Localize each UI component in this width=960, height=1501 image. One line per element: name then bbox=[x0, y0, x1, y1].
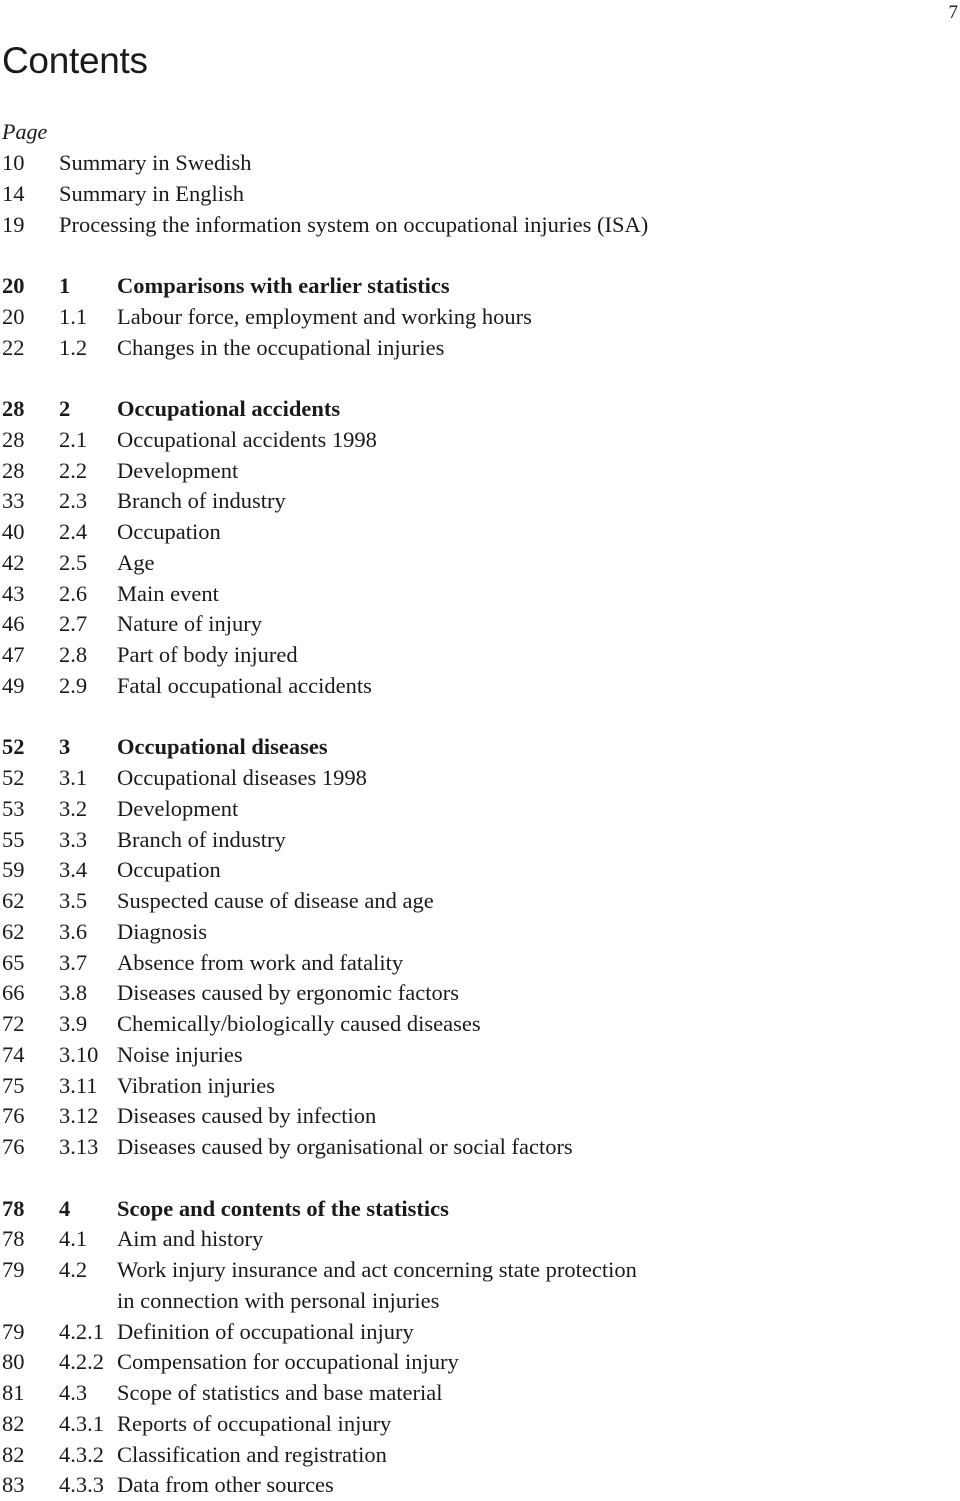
toc-entry-label: Occupational accidents bbox=[117, 396, 341, 421]
toc-page-number: 66 bbox=[2, 980, 25, 1006]
toc-section-number: 1 bbox=[59, 273, 71, 298]
toc-page-number: 78 bbox=[2, 1226, 25, 1252]
toc-page-number: 42 bbox=[2, 549, 25, 575]
toc-section-number: 4.1 bbox=[59, 1226, 88, 1252]
toc-entry-label: Vibration injuries bbox=[117, 1072, 275, 1098]
toc-entry-label: Aim and history bbox=[117, 1226, 264, 1252]
toc-page-number: 28 bbox=[2, 457, 25, 483]
toc-page-number: 47 bbox=[2, 642, 25, 667]
toc-entry-label: in connection with personal injuries bbox=[117, 1287, 440, 1313]
table-of-contents bbox=[0, 148, 958, 1501]
toc-entry-label: Development bbox=[117, 795, 239, 821]
toc-entry[interactable] bbox=[0, 517, 958, 548]
toc-entry[interactable] bbox=[0, 1132, 958, 1163]
toc-entry[interactable] bbox=[0, 456, 958, 487]
toc-page-number: 80 bbox=[2, 1349, 25, 1375]
toc-page-number: 59 bbox=[2, 857, 25, 883]
toc-page-number: 28 bbox=[2, 426, 25, 452]
toc-section-number: 2.3 bbox=[59, 488, 88, 514]
toc-entry-label: Chemically/biologically caused diseases bbox=[117, 1011, 481, 1036]
toc-entry-label: Work injury insurance and act concerning state protection bbox=[117, 1257, 637, 1282]
toc-entry-label: Fatal occupational accidents bbox=[117, 672, 372, 698]
toc-entry-label: Absence from work and fatality bbox=[117, 949, 404, 975]
toc-chapter-entry[interactable] bbox=[0, 394, 958, 425]
toc-entry-label: Scope of statistics and base material bbox=[117, 1380, 443, 1405]
toc-page-number: 28 bbox=[2, 396, 25, 421]
toc-entry[interactable] bbox=[0, 1409, 958, 1440]
toc-entry[interactable] bbox=[0, 640, 958, 671]
toc-page-number: 81 bbox=[2, 1380, 25, 1405]
toc-entry-continuation[interactable] bbox=[0, 1286, 958, 1317]
toc-entry-label: Branch of industry bbox=[117, 826, 286, 852]
page-column-heading: Page bbox=[2, 119, 48, 144]
toc-entry-label: Nature of injury bbox=[117, 611, 262, 637]
toc-page-number: 62 bbox=[2, 918, 25, 944]
toc-section-number: 3.13 bbox=[59, 1134, 99, 1159]
toc-section-number: 3.3 bbox=[59, 826, 88, 852]
toc-page-number: 10 bbox=[2, 150, 25, 175]
toc-page-number: 82 bbox=[2, 1441, 25, 1467]
toc-section-number: 3.9 bbox=[59, 1011, 88, 1036]
toc-section-number: 3 bbox=[59, 734, 71, 760]
toc-section-number: 3.10 bbox=[59, 1041, 99, 1067]
toc-section-number: 2.6 bbox=[59, 580, 88, 606]
toc-entry-label: Main event bbox=[117, 580, 219, 606]
toc-entry-label: Reports of occupational injury bbox=[117, 1410, 392, 1436]
toc-entry[interactable] bbox=[0, 1255, 958, 1286]
toc-page-number: 79 bbox=[2, 1257, 25, 1282]
toc-page-number: 22 bbox=[2, 334, 25, 360]
toc-section-number: 4.3 bbox=[59, 1380, 88, 1405]
page-title: Contents bbox=[2, 40, 148, 81]
toc-entry-label: Occupational diseases bbox=[117, 734, 328, 760]
toc-entry-label: Summary in English bbox=[59, 180, 244, 206]
toc-page-number: 76 bbox=[2, 1103, 25, 1129]
toc-entry-label: Suspected cause of disease and age bbox=[117, 888, 434, 913]
toc-section-number: 4.2.2 bbox=[59, 1349, 104, 1375]
toc-entry-label: Branch of industry bbox=[117, 488, 286, 514]
toc-page-number: 53 bbox=[2, 795, 25, 821]
toc-page-number: 40 bbox=[2, 519, 25, 544]
toc-entry[interactable] bbox=[0, 855, 958, 886]
toc-section-number: 2 bbox=[59, 396, 71, 421]
page-number: 7 bbox=[948, 2, 958, 23]
toc-entry[interactable] bbox=[0, 1101, 958, 1132]
toc-entry-label: Development bbox=[117, 457, 239, 483]
toc-entry[interactable] bbox=[0, 917, 958, 948]
toc-section-number: 2.1 bbox=[59, 426, 88, 452]
toc-section-number: 4.2.1 bbox=[59, 1318, 104, 1344]
toc-section-number: 4.3.3 bbox=[59, 1472, 104, 1498]
toc-entry[interactable] bbox=[0, 148, 958, 179]
toc-page-number: 82 bbox=[2, 1410, 25, 1436]
toc-section-number: 4 bbox=[59, 1195, 71, 1221]
toc-page-number: 33 bbox=[2, 488, 25, 514]
toc-entry-label: Part of body injured bbox=[117, 642, 298, 667]
toc-section-number: 4.3.2 bbox=[59, 1441, 104, 1467]
toc-page-number: 46 bbox=[2, 611, 25, 637]
toc-entry-label: Age bbox=[117, 549, 155, 575]
toc-page-number: 75 bbox=[2, 1072, 25, 1098]
toc-section-number: 3.5 bbox=[59, 888, 88, 913]
toc-page-number: 14 bbox=[2, 180, 25, 206]
toc-chapter-entry[interactable] bbox=[0, 1194, 958, 1225]
toc-entry[interactable] bbox=[0, 548, 958, 579]
toc-section-number: 3.11 bbox=[59, 1072, 98, 1098]
toc-page-number: 65 bbox=[2, 949, 25, 975]
toc-section-number: 3.12 bbox=[59, 1103, 99, 1129]
toc-section-number: 2.7 bbox=[59, 611, 88, 637]
toc-entry-label: Occupational accidents 1998 bbox=[117, 426, 377, 452]
toc-section-number: 3.6 bbox=[59, 918, 88, 944]
toc-section-number: 1.1 bbox=[59, 303, 88, 329]
toc-page-number: 20 bbox=[2, 273, 25, 298]
toc-entry-label: Processing the information system on occupational injuries (ISA) bbox=[59, 211, 649, 237]
toc-entry[interactable] bbox=[0, 1317, 958, 1348]
toc-page-number: 52 bbox=[2, 765, 25, 790]
toc-entry-label: Changes in the occupational injuries bbox=[117, 334, 445, 360]
toc-page-number: 43 bbox=[2, 580, 25, 606]
toc-section-number: 2.9 bbox=[59, 672, 88, 698]
toc-section-number: 4.3.1 bbox=[59, 1410, 104, 1436]
toc-page-number: 72 bbox=[2, 1011, 25, 1036]
toc-entry[interactable] bbox=[0, 579, 958, 610]
toc-entry[interactable] bbox=[0, 333, 958, 364]
toc-section-number: 3.4 bbox=[59, 857, 88, 883]
toc-page-number: 76 bbox=[2, 1134, 25, 1159]
toc-entry[interactable] bbox=[0, 1009, 958, 1040]
toc-section-number: 3.2 bbox=[59, 795, 88, 821]
toc-section-number: 2.5 bbox=[59, 549, 88, 575]
toc-entry[interactable] bbox=[0, 948, 958, 979]
toc-entry-label: Compensation for occupational injury bbox=[117, 1349, 459, 1375]
toc-entry-label: Diseases caused by organisational or social factors bbox=[117, 1134, 573, 1159]
toc-entry[interactable] bbox=[0, 486, 958, 517]
toc-page-number: 74 bbox=[2, 1041, 25, 1067]
toc-entry[interactable] bbox=[0, 425, 958, 456]
toc-entry[interactable] bbox=[0, 794, 958, 825]
toc-entry-label: Classification and registration bbox=[117, 1441, 387, 1467]
toc-section-number: 4.2 bbox=[59, 1257, 88, 1282]
toc-entry-label: Definition of occupational injury bbox=[117, 1318, 414, 1344]
toc-entry[interactable] bbox=[0, 179, 958, 210]
toc-page-number: 78 bbox=[2, 1195, 25, 1221]
toc-page-number: 19 bbox=[2, 211, 25, 237]
toc-entry[interactable] bbox=[0, 1224, 958, 1255]
toc-page-number: 62 bbox=[2, 888, 25, 913]
toc-entry[interactable] bbox=[0, 1347, 958, 1378]
toc-entry[interactable] bbox=[0, 763, 958, 794]
toc-chapter-entry[interactable] bbox=[0, 732, 958, 763]
toc-section-number: 2.2 bbox=[59, 457, 88, 483]
toc-entry-label: Scope and contents of the statistics bbox=[117, 1195, 449, 1221]
toc-section-number: 3.7 bbox=[59, 949, 88, 975]
toc-entry[interactable] bbox=[0, 1071, 958, 1102]
toc-entry[interactable] bbox=[0, 1378, 958, 1409]
toc-entry[interactable] bbox=[0, 1040, 958, 1071]
toc-entry-label: Labour force, employment and working hours bbox=[117, 303, 532, 329]
toc-entry[interactable] bbox=[0, 1470, 958, 1501]
toc-entry[interactable] bbox=[0, 302, 958, 333]
toc-page-number: 83 bbox=[2, 1472, 25, 1498]
toc-entry[interactable] bbox=[0, 886, 958, 917]
toc-chapter-entry[interactable] bbox=[0, 271, 958, 302]
toc-entry[interactable] bbox=[0, 609, 958, 640]
toc-page-number: 55 bbox=[2, 826, 25, 852]
toc-entry[interactable] bbox=[0, 1440, 958, 1471]
toc-entry-label: Data from other sources bbox=[117, 1472, 334, 1498]
toc-entry[interactable] bbox=[0, 978, 958, 1009]
toc-page-number: 52 bbox=[2, 734, 25, 760]
toc-section-number: 2.8 bbox=[59, 642, 88, 667]
toc-entry[interactable] bbox=[0, 825, 958, 856]
toc-section-number: 2.4 bbox=[59, 519, 88, 544]
toc-entry-label: Occupational diseases 1998 bbox=[117, 765, 367, 790]
toc-page-number: 79 bbox=[2, 1318, 25, 1344]
toc-entry-label: Comparisons with earlier statistics bbox=[117, 273, 450, 298]
toc-section-number: 3.1 bbox=[59, 765, 88, 790]
toc-entry[interactable] bbox=[0, 210, 958, 241]
toc-entry-label: Occupation bbox=[117, 857, 221, 883]
toc-entry-label: Noise injuries bbox=[117, 1041, 243, 1067]
toc-entry-label: Diseases caused by ergonomic factors bbox=[117, 980, 459, 1006]
toc-entry-label: Diagnosis bbox=[117, 918, 207, 944]
toc-entry[interactable] bbox=[0, 671, 958, 702]
toc-page-number: 20 bbox=[2, 303, 25, 329]
toc-entry-label: Occupation bbox=[117, 519, 221, 544]
toc-entry-label: Diseases caused by infection bbox=[117, 1103, 377, 1129]
toc-section-number: 1.2 bbox=[59, 334, 88, 360]
toc-page-number: 49 bbox=[2, 672, 25, 698]
toc-section-number: 3.8 bbox=[59, 980, 88, 1006]
toc-entry-label: Summary in Swedish bbox=[59, 150, 252, 175]
